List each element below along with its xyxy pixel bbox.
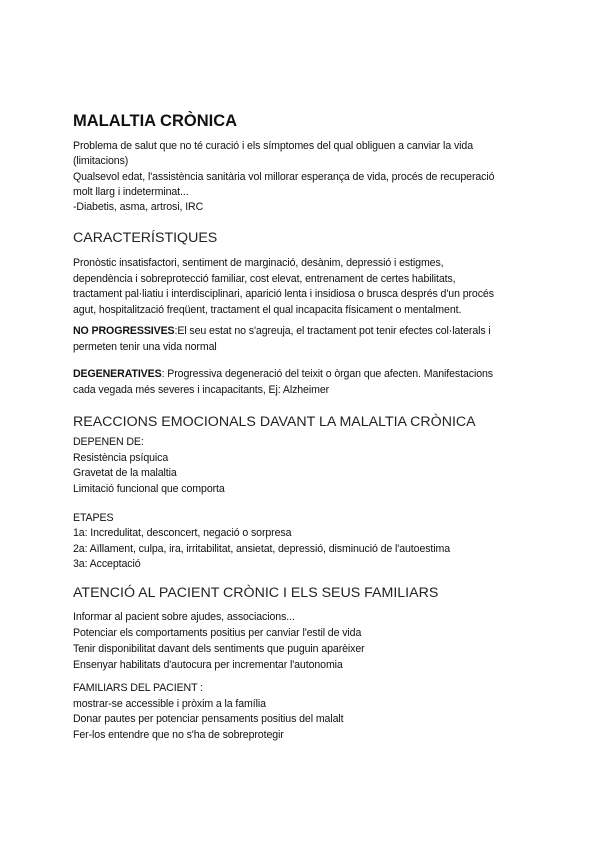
- degeneratives-text: : Progressiva degeneració del teixit o òrgan que afecten. Manifestacions: [161, 368, 493, 380]
- body-line: Resistència psíquica: [73, 452, 169, 464]
- degeneratives-label: DEGENERATIVES: [73, 368, 162, 380]
- no-progressives-text: :El seu estat no s'agreuja, el tractament pot tenir efectes col·laterals i: [174, 325, 491, 337]
- body-line: Limitació funcional que comporta: [73, 483, 225, 495]
- page-title: MALALTIA CRÒNICA: [73, 112, 238, 130]
- intro-line: -Diabetis, asma, artrosi, IRC: [73, 201, 204, 213]
- intro-line: molt llarg i indeterminat...: [73, 186, 189, 198]
- body-line: Potenciar els comportaments positius per canviar l'estil de vida: [73, 627, 362, 639]
- body-line: Donar pautes per potenciar pensaments positius del malalt: [73, 713, 344, 725]
- intro-line: (limitacions): [73, 155, 129, 167]
- body-line: Informar al pacient sobre ajudes, associacions...: [73, 611, 295, 623]
- intro-line: Qualsevol edat, l'assistència sanitària vol millorar esperança de vida, procés de recuperació: [73, 171, 495, 183]
- no-progressives-label: NO PROGRESSIVES: [73, 325, 175, 337]
- body-line: Fer-los entendre que no s'ha de sobreprotegir: [73, 729, 284, 741]
- body-line: ETAPES: [73, 512, 114, 524]
- body-line: FAMILIARS DEL PACIENT :: [73, 682, 203, 694]
- body-line: cada vegada més severes i incapacitants, Ej: Alzheimer: [73, 384, 330, 396]
- section-heading: ATENCIÓ AL PACIENT CRÒNIC I ELS SEUS FAMILIARS: [73, 585, 439, 601]
- body-line: permeten tenir una vida normal: [73, 341, 217, 353]
- body-line: Gravetat de la malaltia: [73, 467, 177, 479]
- degeneratives-line: [73, 367, 493, 381]
- body-line: Pronòstic insatisfactori, sentiment de marginació, desànim, depressió i estigmes,: [73, 257, 444, 269]
- section-heading: REACCIONS EMOCIONALS DAVANT LA MALALTIA CRÒNICA: [73, 414, 476, 430]
- body-line: Ensenyar habilitats d'autocura per incrementar l'autonomia: [73, 659, 343, 671]
- body-line: 3a: Acceptació: [73, 558, 141, 570]
- body-line: 2a: Aïllament, culpa, ira, irritabilitat, ansietat, depressió, disminució de l'autoestima: [73, 543, 451, 555]
- body-line: Tenir disponibilitat davant dels sentiments que puguin aparèixer: [73, 643, 365, 655]
- body-line: mostrar-se accessible i pròxim a la família: [73, 698, 266, 710]
- body-line: DEPENEN DE:: [73, 436, 144, 448]
- body-line: tractament pal·liatiu i interdisciplinari, aparició lenta i insidiosa o brusca després d'un procés: [73, 288, 494, 300]
- body-line: agut, hospitalització freqüent, tractament el qual incapacita físicament o mentalment.: [73, 304, 462, 316]
- no-progressives-line: [73, 324, 491, 338]
- body-line: 1a: Incredulitat, desconcert, negació o sorpresa: [73, 527, 292, 539]
- intro-line: Problema de salut que no té curació i els símptomes del qual obliguen a canviar la vida: [73, 140, 473, 152]
- section-heading: CARACTERÍSTIQUES: [73, 230, 218, 246]
- body-line: dependència i sobreprotecció familiar, cost elevat, entrenament de certes habilitats,: [73, 273, 456, 285]
